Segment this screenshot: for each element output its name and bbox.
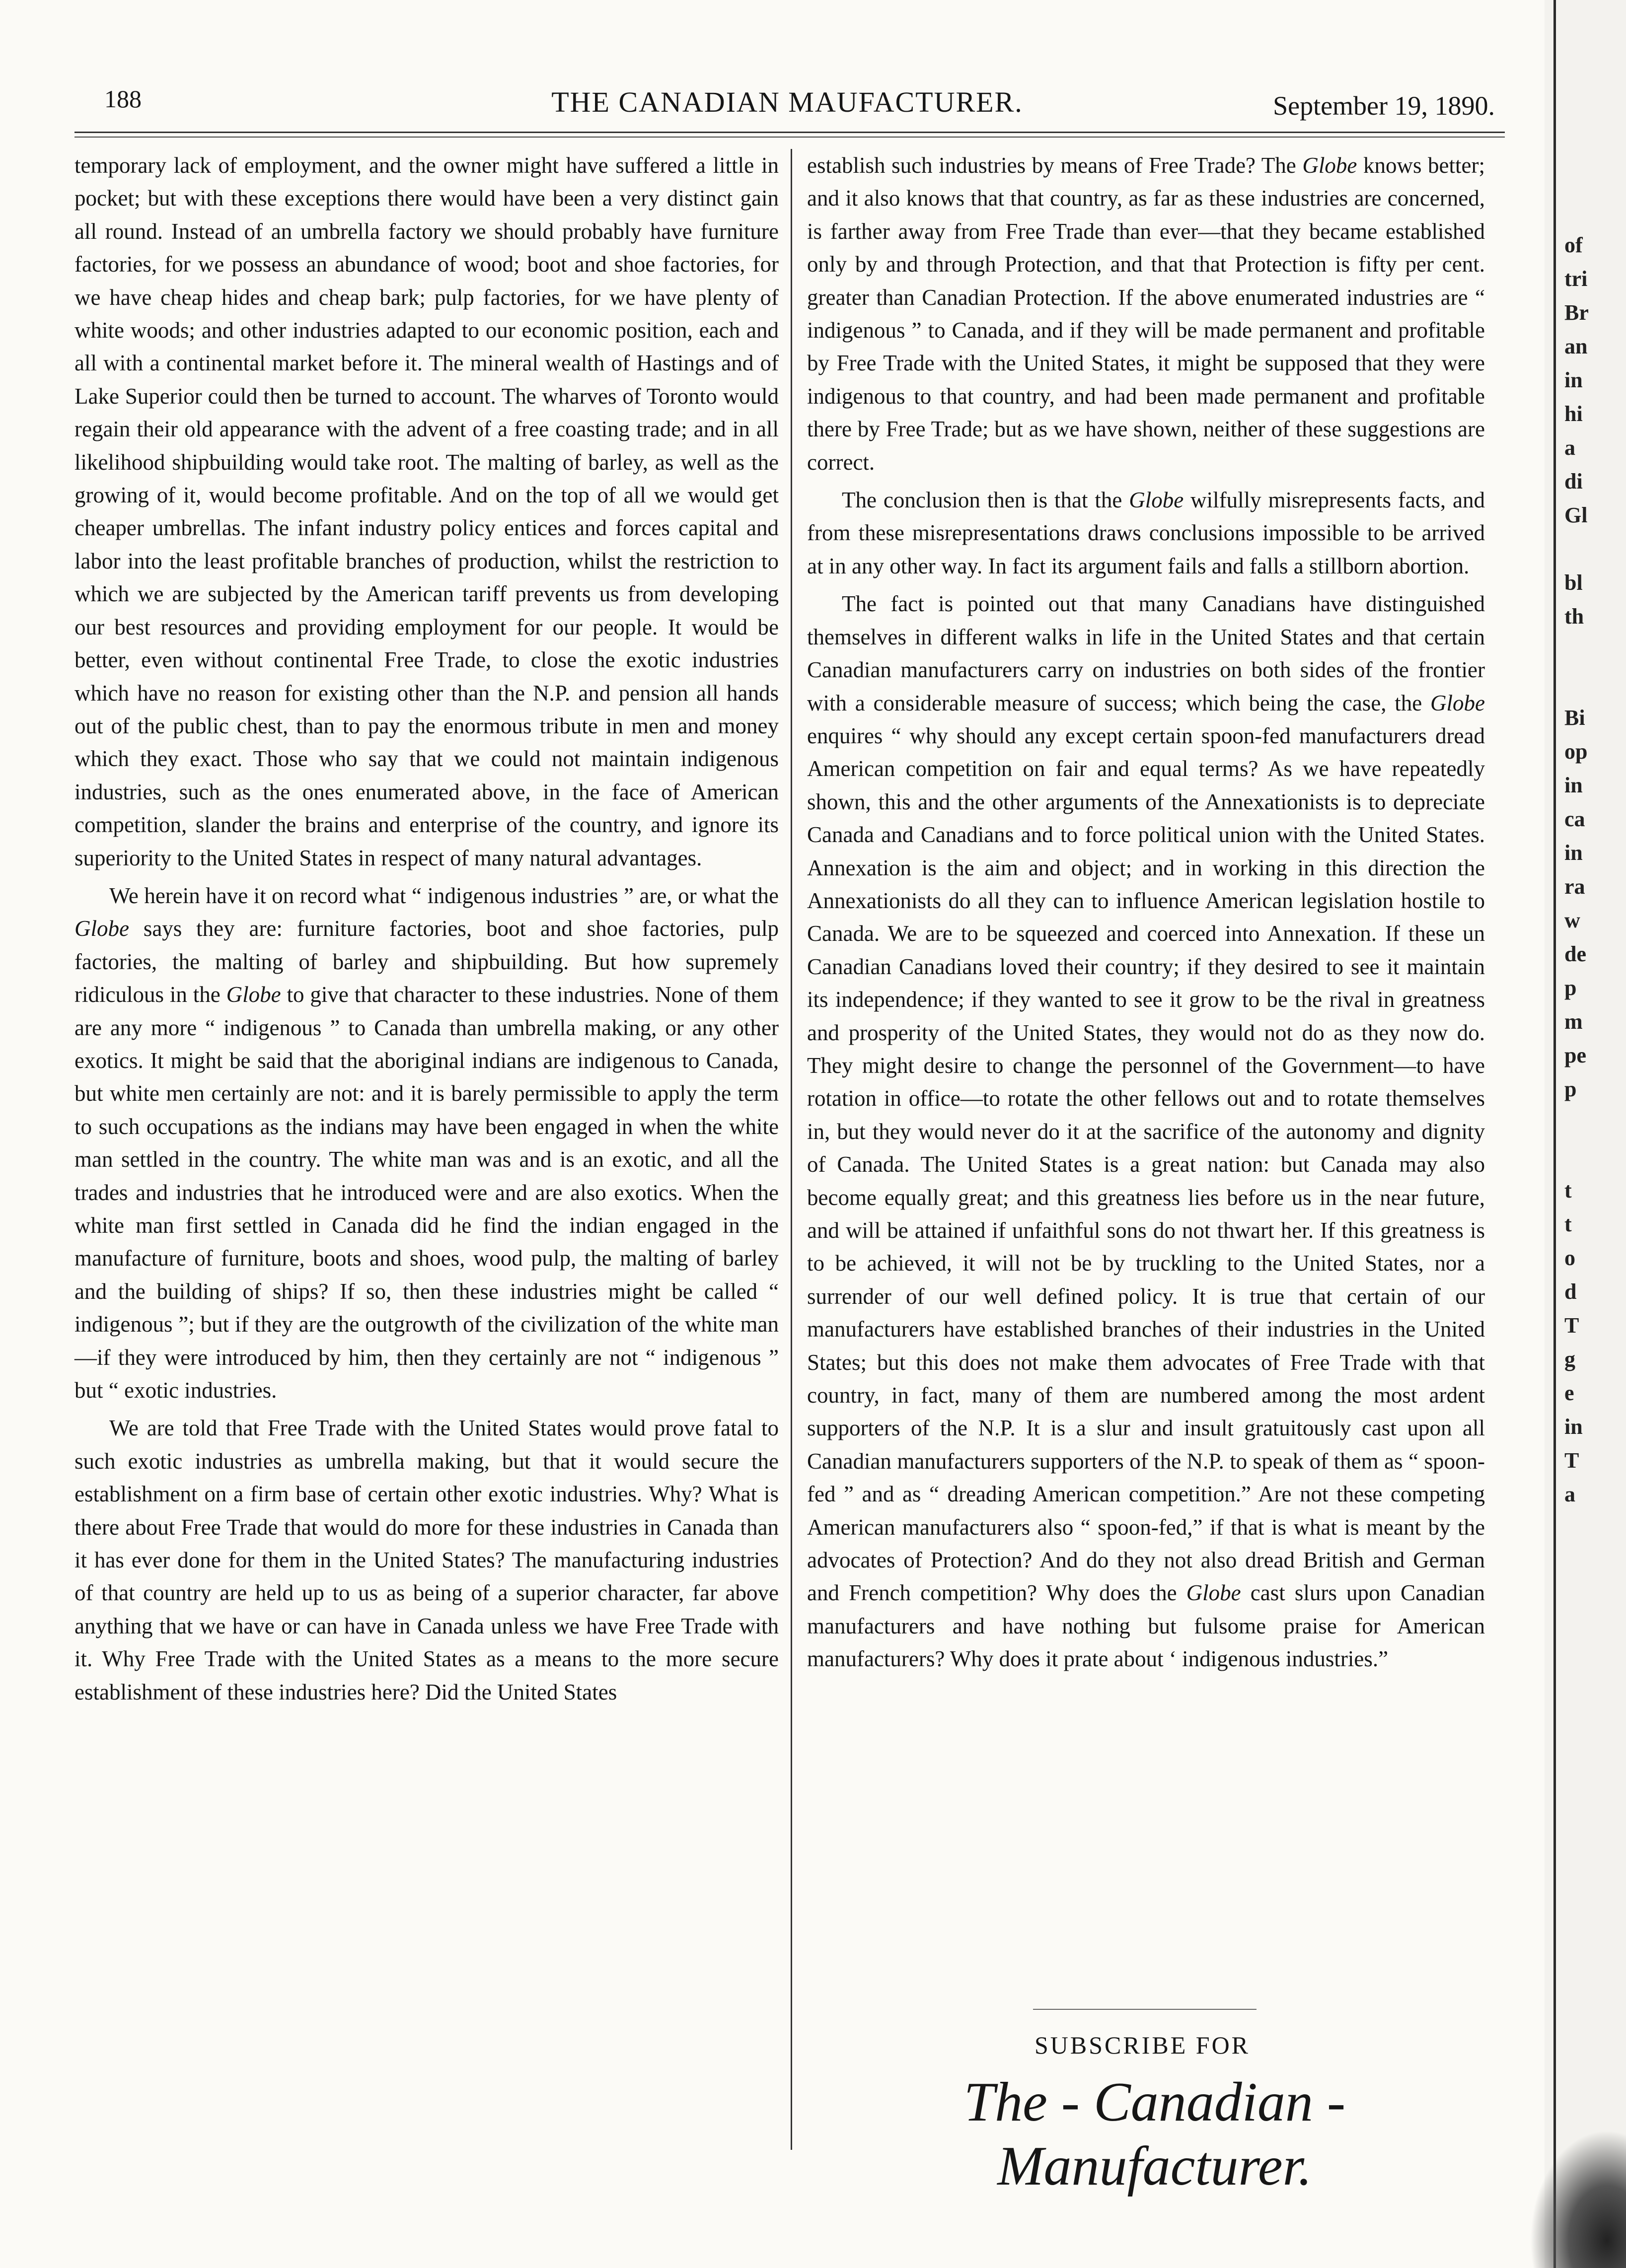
right-paragraph-1 <box>807 149 1485 479</box>
journal-title: THE CANADIAN MAUFACTURER. <box>551 86 1023 118</box>
text-run: establish such industries by means of Free Trade? The <box>807 153 1303 178</box>
text-run: The conclusion then is that the <box>842 488 1129 513</box>
left-paragraph-3: We are told that Free Trade with the United States would prove fatal to such exotic industries as umbrella making, but that it would secure the establishment on a firm base of certain other exotic industries. Why? What is there about Free Trade that would do more for these industries in Canada than it has ever done for them in the United States? The manufacturing industries of that country are held up to us as being of a superior character, far above anything that we have or can have in Canada unless we have Free Trade with it. Why Free Trade with the United States as a means to the more secure establishment of these industries here? Did the United States <box>74 1416 779 1704</box>
text-run: knows better; and it also knows that that country, as far as these industries are concerned, is farther away from Free Trade than ever—that they became established only by and through Protection, and that that Protection is fifty per cent. greater than Canadian Protection. If the above enumerated industries are “ indigenous ” to Canada, and if they will be made permanent and profitable by Free Trade with the United States, it might be supposed that they were indigenous to that country, and had been made permanent and profitable there by Free Trade; but as we have shown, neither of these suggestions are correct. <box>807 153 1485 475</box>
left-paragraph-1: temporary lack of employment, and the owner might have suffered a little in pocket; but with these exceptions there would have been a very distinct gain all round. Instead of an umbrella factory we should probably have furniture factories, for we possess an abundance of wood; boot and shoe factories, for we have cheap hides and cheap bark; pulp factories, for we have plenty of white woods; and other industries adapted to our economic position, each and all with a continental market before it. The mineral wealth of Hastings and of Lake Superior could then be turned to account. The wharves of Toronto would regain their old appearance with the advent of a free coasting trade; and in all likelihood shipbuilding would take root. The malting of barley, as well as the growing of it, would become profitable. And on the top of all we would get cheaper umbrellas. The infant industry policy entices and forces capital and labor into the least profitable branches of production, whilst the restriction to which we are subjected by the American tariff prevents us from developing our best resources and providing employment for our people. It would be better, even without continental Free Trade, to close the exotic industries which have no reason for existing other than the N.P. and pension all hands out of the public chest, than to pay the enormous tribute in men and money which they exact. Those who say that we could not maintain indigenous industries, such as the ones enumerated above, in the face of American competition, slander the brains and enterprise of the country, and ignore its superiority to the United States in respect of many natural advantages. <box>74 153 779 870</box>
ink-blot <box>1530 2130 1626 2268</box>
header-rule-secondary <box>74 137 1505 138</box>
page-gutter-line <box>1553 0 1556 2268</box>
text-run: says they are: furniture factories, boot and shoe factories, pulp factories, the malting of barley and shipbuilding. But how supremely ridiculous in the <box>74 916 779 1007</box>
left-column <box>74 149 779 1713</box>
text-run: enquires “ why should any except certain spoon-fed manufacturers dread American competition on fair and equal terms? As we have repeatedly shown, this and the other arguments of the Annexationists is to depreciate Canada and Canadians and to force political union with the United States. Annexation is the aim and object; and in working in this direction the Annexationists do all they can to influence American legislation hostile to Canada. We are to be squeezed and coerced into Annexation. If these un Canadian Canadians loved their country; if they desired to see it maintain its independence; if they wanted to see it grow to be the rival in greatness and prosperity of the United States, they would not do as they now do. They might desire to change the personnel of the Government—to have rotation in office—to rotate the other fellows out and to rotate themselves in, but they would never do it at the sacrifice of the autonomy and dignity of Canada. The United States is a great nation: but Canada may also become equally great; and this greatness lies before us in the near future, and will be attained if unfaithful sons do not thwart her. If this greatness is to be achieved, it will not be by truckling to the United States, nor a surrender of our well defined policy. It is true that certain of our manufacturers have established branches of their industries in the United States; but this does not make them advocates of Free Trade with that country, in fact, many of them are numbered among the most ardent supporters of the N.P. It is a slur and insult gratuitously cast upon all Canadian manufacturers supporters of the N.P. to speak of them as “ spoon-fed ” and as “ dreading American competition.” Are not these competing American manufacturers also “ spoon-fed,” if that is what is meant by the advocates of Protection? And do they not also dread British and German and French competition? Why does the <box>807 723 1485 1606</box>
issue-date: September 19, 1890. <box>1273 91 1495 121</box>
globe-reference: Globe <box>74 916 129 941</box>
column-divider <box>791 149 792 2150</box>
page-number: 188 <box>104 85 142 113</box>
subscribe-label: SUBSCRIBE FOR <box>1034 2031 1251 2059</box>
left-paragraph-2 <box>74 879 779 1407</box>
text-run: The fact is pointed out that many Canadians have distinguished themselves in different walks in life in the United States and that certain Canadian manufacturers carry on industries on both sides of the frontier with a considerable measure of success; which being the case, the <box>807 591 1485 715</box>
right-column <box>807 149 1485 1681</box>
header-rule <box>74 132 1505 133</box>
globe-reference: Globe <box>1129 488 1184 513</box>
text-run: We herein have it on record what “ indigenous industries ” are, or what the <box>109 883 779 908</box>
section-rule <box>1033 2009 1256 2010</box>
text-run: cast slurs upon Canadian manufacturers and have nothing but fulsome praise for American manufacturers? Why does it prate about ‘ indigenous industries.” <box>807 1580 1485 1672</box>
magazine-name: The - Canadian - Manufacturer. <box>963 2071 1346 2197</box>
right-paragraph-2 <box>807 484 1485 582</box>
globe-reference: Globe <box>226 982 281 1007</box>
text-run: wilfully misrepresents facts, and from these misrepresentations draws conclusions impossible to be arrived at in any other way. In fact its argument fails and falls a stillborn abortion. <box>807 488 1485 578</box>
text-run: to give that character to these industries. None of them are any more “ indigenous ” to Canada than umbrella making, or any other exotics. It might be said that the aboriginal indians are indigenous to Canada, but white men certainly are not: and it is barely permissible to apply the term to such occupations as the indians may have been engaged in when the white man settled in the country. The white man was and is an exotic, and all the trades and industries that he introduced were and are also exotics. When the white man first settled in Canada did he find the indian engaged in the manufacture of furniture, boots and shoes, wood pulp, the malting of barley and the building of ships? If so, then these industries might be called “ indigenous ”; but if they are the outgrowth of the civilization of the white man—if they were introduced by him, then they certainly are not “ indigenous ” but “ exotic industries. <box>74 982 779 1403</box>
page-header <box>74 74 1500 129</box>
globe-reference: Globe <box>1430 690 1485 715</box>
adjacent-page-fragments: of tri Br an in hi a di Gl bl th Bi op in ca in ra w de p m pe p t t o d T g e in T a <box>1564 233 1589 1506</box>
globe-reference: Globe <box>1186 1580 1241 1606</box>
right-paragraph-3 <box>807 587 1485 1675</box>
globe-reference: Globe <box>1302 153 1357 178</box>
